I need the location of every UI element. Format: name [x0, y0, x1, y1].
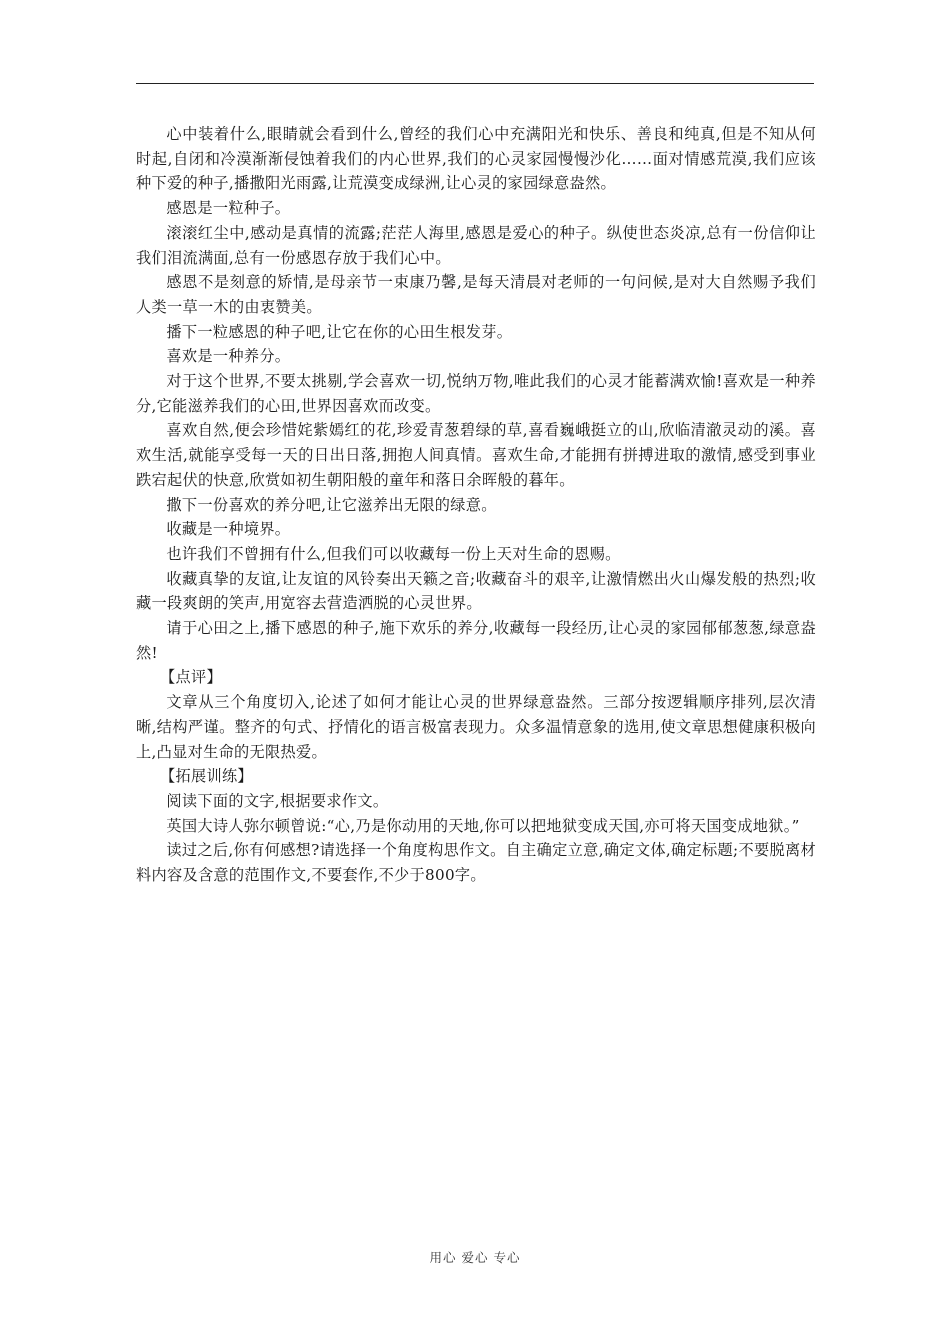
header-rule: [136, 83, 814, 84]
paragraph: 阅读下面的文字,根据要求作文。: [166, 791, 389, 810]
paragraph: 文章从三个角度切入,论述了如何才能让心灵的世界绿意盎然。三部分按逻辑顺序排列,层次清晰,结构严谨。整齐的句式、抒情化的语言极富表现力。众多温情意象的选用,使文章思想健康积极向上,凸显对生命的无限热爱。: [136, 693, 816, 761]
page-footer: 用心 爱心 专心: [429, 1250, 521, 1265]
section-heading-practice: 【拓展训练】: [160, 767, 253, 786]
paragraph: 收藏真挚的友谊,让友谊的风铃奏出天籁之音;收藏奋斗的艰辛,让激情燃出火山爆发般的热烈;收藏一段爽朗的笑声,用宽容去营造洒脱的心灵世界。: [136, 569, 816, 613]
section-heading-comment: 【点评】: [160, 668, 222, 687]
paragraph: 请于心田之上,播下感恩的种子,施下欢乐的养分,收藏每一段经历,让心灵的家园郁郁葱葱,绿意盎然!: [136, 619, 816, 662]
paragraph: 感恩是一粒种子。: [166, 199, 291, 218]
paragraph: 也许我们不曾拥有什么,但我们可以收藏每一份上天对生命的恩赐。: [166, 544, 621, 563]
paragraph: 英国大诗人弥尔顿曾说:“心,乃是你动用的天地,你可以把地狱变成天国,亦可将天国变成地狱。”: [166, 816, 800, 835]
paragraph: 对于这个世界,不要太挑剔,学会喜欢一切,悦纳万物,唯此我们的心灵才能蓄满欢愉!喜欢是一种养分,它能滋养我们的心田,世界因喜欢而改变。: [136, 372, 816, 415]
paragraph: 喜欢自然,便会珍惜姹紫嫣红的花,珍爱青葱碧绿的草,喜看巍峨挺立的山,欣临清澈灵动的溪。喜欢生活,就能享受每一天的日出日落,拥抱人间真情。喜欢生命,才能拥有拼搏进取的激情,感受到事业跌宕起伏的快意,欣赏如初生朝阳般的童年和落日余晖般的暮年。: [136, 421, 816, 489]
paragraph: 播下一粒感恩的种子吧,让它在你的心田生根发芽。: [166, 322, 513, 341]
paragraph: 滚滚红尘中,感动是真情的流露;茫茫人海里,感恩是爱心的种子。纵使世态炎凉,总有一份信仰让我们泪流满面,总有一份感恩存放于我们心中。: [136, 223, 816, 267]
paragraph: 收藏是一种境界。: [166, 520, 291, 539]
paragraph: 读过之后,你有何感想?请选择一个角度构思作文。自主确定立意,确定文体,确定标题;不要脱离材料内容及含意的范围作文,不要套作,不少于800字。: [136, 841, 816, 885]
paragraph: 喜欢是一种养分。: [166, 347, 291, 366]
document-body: [136, 122, 816, 888]
paragraph: 心中装着什么,眼睛就会看到什么,曾经的我们心中充满阳光和快乐、善良和纯真,但是不知从何时起,自闭和冷漠渐渐侵蚀着我们的内心世界,我们的心灵家园慢慢沙化……面对情感荒漠,我们应该种下爱的种子,播撒阳光雨露,让荒漠变成绿洲,让心灵的家园绿意盎然。: [136, 125, 816, 193]
paragraph: 感恩不是刻意的矫情,是母亲节一束康乃馨,是每天清晨对老师的一句问候,是对大自然赐予我们人类一草一木的由衷赞美。: [136, 273, 816, 316]
paragraph: 撒下一份喜欢的养分吧,让它滋养出无限的绿意。: [166, 495, 497, 514]
